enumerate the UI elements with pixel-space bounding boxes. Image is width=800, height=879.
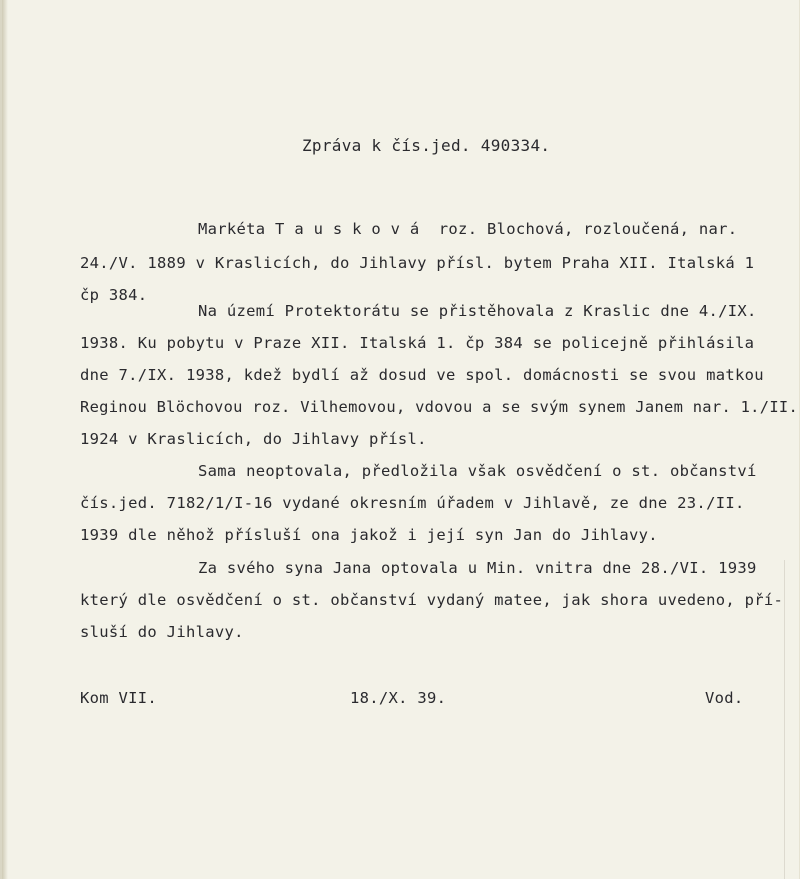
body-line: 1924 v Kraslicích, do Jihlavy přísl.: [80, 430, 427, 448]
body-line: který dle osvědčení o st. občanství vydaný matee, jak shora uvedeno, pří-: [80, 591, 784, 609]
body-line: čís.jed. 7182/1/I-16 vydané okresním úřadem v Jihlavě, ze dne 23./II.: [80, 494, 745, 512]
body-line: Za svého syna Jana optovala u Min. vnitra dne 28./VI. 1939: [198, 559, 757, 577]
document-title: Zpráva k čís.jed. 490334.: [302, 136, 551, 155]
body-line: 1939 dle něhož přísluší ona jakož i její syn Jan do Jihlavy.: [80, 526, 658, 544]
footer-department: Kom VII.: [80, 689, 158, 707]
body-line: Sama neoptovala, předložila však osvědčení o st. občanství: [198, 462, 757, 480]
body-line: 1938. Ku pobytu v Praze XII. Italská 1. čp 384 se policejně přihlásila: [80, 334, 755, 352]
footer-date: 18./X. 39.: [350, 689, 447, 707]
body-line: čp 384.: [80, 286, 148, 304]
body-line: Reginou Blöchovou roz. Vilhemovou, vdovou a se svým synem Janem nar. 1./II.: [80, 398, 799, 416]
body-line: 24./V. 1889 v Kraslicích, do Jihlavy přísl. bytem Praha XII. Italská 1: [80, 254, 755, 272]
body-line: sluší do Jihlavy.: [80, 623, 244, 641]
body-line: Markéta T a u s k o v á roz. Blochová, rozloučená, nar.: [198, 220, 738, 238]
footer-initials: Vod.: [705, 689, 744, 707]
page-fold-mark: [784, 560, 785, 879]
body-line: Na území Protektorátu se přistěhovala z Kraslic dne 4./IX.: [198, 302, 757, 320]
page-edge-shadow: [2, 0, 8, 879]
body-line: dne 7./IX. 1938, kdež bydlí až dosud ve spol. domácnosti se svou matkou: [80, 366, 764, 384]
